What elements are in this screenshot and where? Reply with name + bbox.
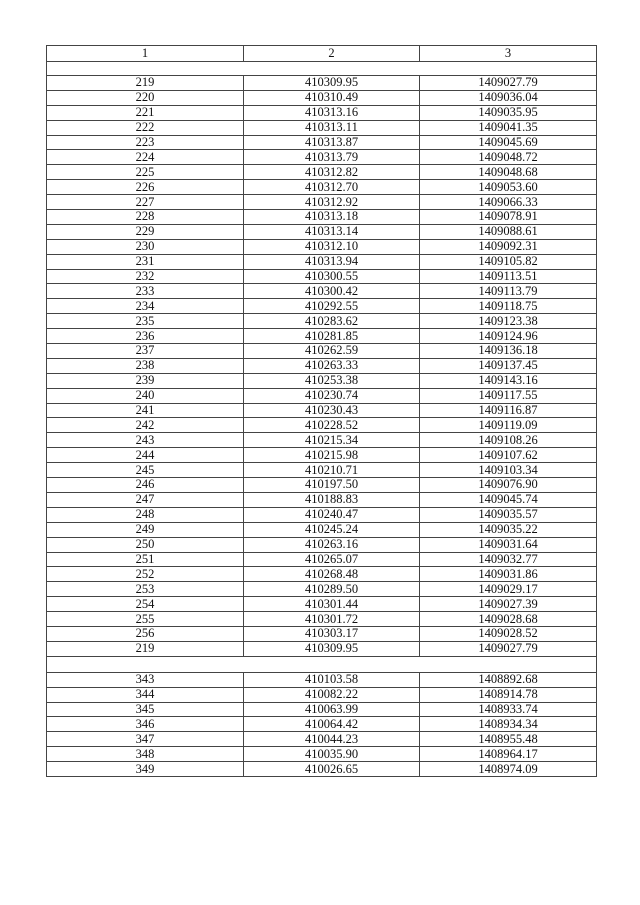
y-coordinate-cell: 1409035.22	[420, 522, 597, 537]
point-number-cell: 221	[47, 105, 244, 120]
x-coordinate-cell: 410240.47	[244, 507, 420, 522]
point-number-cell: 255	[47, 612, 244, 627]
point-number-cell: 244	[47, 448, 244, 463]
point-number-cell: 222	[47, 120, 244, 135]
table-row	[47, 388, 597, 403]
y-coordinate-cell: 1409092.31	[420, 239, 597, 254]
x-coordinate-cell: 410026.65	[244, 762, 420, 777]
y-coordinate-cell: 1409027.79	[420, 641, 597, 656]
x-coordinate-cell: 410035.90	[244, 747, 420, 762]
y-coordinate-cell: 1408933.74	[420, 702, 597, 717]
x-coordinate-cell: 410292.55	[244, 299, 420, 314]
x-coordinate-cell: 410312.82	[244, 165, 420, 180]
x-coordinate-cell: 410303.17	[244, 626, 420, 641]
point-number-cell: 239	[47, 373, 244, 388]
y-coordinate-cell: 1409113.79	[420, 284, 597, 299]
point-number-cell: 243	[47, 433, 244, 448]
x-coordinate-cell: 410309.95	[244, 641, 420, 656]
x-coordinate-cell: 410263.16	[244, 537, 420, 552]
table-row	[47, 732, 597, 747]
table-row	[47, 269, 597, 284]
table-row	[47, 344, 597, 359]
x-coordinate-cell: 410245.24	[244, 522, 420, 537]
x-coordinate-cell: 410313.79	[244, 150, 420, 165]
point-number-cell: 347	[47, 732, 244, 747]
point-number-cell: 229	[47, 224, 244, 239]
point-number-cell: 219	[47, 76, 244, 91]
table-row	[47, 90, 597, 105]
point-number-cell: 252	[47, 567, 244, 582]
y-coordinate-cell: 1409028.68	[420, 612, 597, 627]
point-number-cell: 248	[47, 507, 244, 522]
coordinates-table	[46, 45, 597, 777]
y-coordinate-cell: 1409031.86	[420, 567, 597, 582]
table-row	[47, 165, 597, 180]
x-coordinate-cell: 410265.07	[244, 552, 420, 567]
y-coordinate-cell: 1409027.79	[420, 76, 597, 91]
y-coordinate-cell: 1409066.33	[420, 195, 597, 210]
x-coordinate-cell: 410313.16	[244, 105, 420, 120]
table-row	[47, 641, 597, 656]
table-row	[47, 135, 597, 150]
point-number-cell: 253	[47, 582, 244, 597]
x-coordinate-cell: 410082.22	[244, 687, 420, 702]
y-coordinate-cell: 1409116.87	[420, 403, 597, 418]
x-coordinate-cell: 410044.23	[244, 732, 420, 747]
point-number-cell: 226	[47, 180, 244, 195]
point-number-cell: 348	[47, 747, 244, 762]
table-row	[47, 762, 597, 777]
document-page	[46, 45, 597, 777]
y-coordinate-cell: 1409027.39	[420, 597, 597, 612]
y-coordinate-cell: 1409136.18	[420, 344, 597, 359]
y-coordinate-cell: 1409048.68	[420, 165, 597, 180]
section-separator-cell	[47, 656, 597, 672]
table-row	[47, 299, 597, 314]
table-row	[47, 180, 597, 195]
x-coordinate-cell: 410300.55	[244, 269, 420, 284]
x-coordinate-cell: 410230.74	[244, 388, 420, 403]
table-row	[47, 314, 597, 329]
x-coordinate-cell: 410312.92	[244, 195, 420, 210]
point-number-cell: 230	[47, 239, 244, 254]
table-row	[47, 76, 597, 91]
point-number-cell: 246	[47, 478, 244, 493]
x-coordinate-cell: 410210.71	[244, 463, 420, 478]
point-number-cell: 236	[47, 329, 244, 344]
table-row	[47, 507, 597, 522]
table-row	[47, 105, 597, 120]
point-number-cell: 238	[47, 358, 244, 373]
table-header-row	[47, 46, 597, 62]
y-coordinate-cell: 1409119.09	[420, 418, 597, 433]
table-row	[47, 612, 597, 627]
y-coordinate-cell: 1408964.17	[420, 747, 597, 762]
y-coordinate-cell: 1408892.68	[420, 672, 597, 687]
x-coordinate-cell: 410313.11	[244, 120, 420, 135]
point-number-cell: 343	[47, 672, 244, 687]
point-number-cell: 256	[47, 626, 244, 641]
y-coordinate-cell: 1409088.61	[420, 224, 597, 239]
point-number-cell: 235	[47, 314, 244, 329]
y-coordinate-cell: 1409029.17	[420, 582, 597, 597]
table-row	[47, 717, 597, 732]
table-row	[47, 373, 597, 388]
y-coordinate-cell: 1409118.75	[420, 299, 597, 314]
table-row	[47, 150, 597, 165]
table-row	[47, 626, 597, 641]
y-coordinate-cell: 1409103.34	[420, 463, 597, 478]
table-row	[47, 492, 597, 507]
y-coordinate-cell: 1409045.74	[420, 492, 597, 507]
y-coordinate-cell: 1409078.91	[420, 210, 597, 225]
x-coordinate-cell: 410313.14	[244, 224, 420, 239]
y-coordinate-cell: 1409041.35	[420, 120, 597, 135]
point-number-cell: 223	[47, 135, 244, 150]
table-row	[47, 747, 597, 762]
point-number-cell: 250	[47, 537, 244, 552]
point-number-cell: 224	[47, 150, 244, 165]
x-coordinate-cell: 410197.50	[244, 478, 420, 493]
x-coordinate-cell: 410215.98	[244, 448, 420, 463]
y-coordinate-cell: 1409124.96	[420, 329, 597, 344]
y-coordinate-cell: 1409143.16	[420, 373, 597, 388]
y-coordinate-cell: 1408914.78	[420, 687, 597, 702]
section-separator-cell	[47, 62, 597, 76]
table-row	[47, 239, 597, 254]
table-row	[47, 552, 597, 567]
y-coordinate-cell: 1409107.62	[420, 448, 597, 463]
x-coordinate-cell: 410309.95	[244, 76, 420, 91]
point-number-cell: 251	[47, 552, 244, 567]
y-coordinate-cell: 1409105.82	[420, 254, 597, 269]
point-number-cell: 233	[47, 284, 244, 299]
x-coordinate-cell: 410263.33	[244, 358, 420, 373]
x-coordinate-cell: 410312.70	[244, 180, 420, 195]
table-row	[47, 195, 597, 210]
point-number-cell: 254	[47, 597, 244, 612]
x-coordinate-cell: 410230.43	[244, 403, 420, 418]
table-row	[47, 448, 597, 463]
point-number-cell: 228	[47, 210, 244, 225]
y-coordinate-cell: 1408974.09	[420, 762, 597, 777]
x-coordinate-cell: 410064.42	[244, 717, 420, 732]
point-number-cell: 245	[47, 463, 244, 478]
point-number-cell: 349	[47, 762, 244, 777]
x-coordinate-cell: 410313.87	[244, 135, 420, 150]
point-number-cell: 346	[47, 717, 244, 732]
table-row	[47, 478, 597, 493]
y-coordinate-cell: 1409123.38	[420, 314, 597, 329]
section-separator-row	[47, 62, 597, 76]
y-coordinate-cell: 1409053.60	[420, 180, 597, 195]
table-row	[47, 210, 597, 225]
table-row	[47, 403, 597, 418]
column-header-2: 2	[244, 46, 420, 62]
x-coordinate-cell: 410268.48	[244, 567, 420, 582]
y-coordinate-cell: 1409035.57	[420, 507, 597, 522]
y-coordinate-cell: 1409137.45	[420, 358, 597, 373]
y-coordinate-cell: 1409048.72	[420, 150, 597, 165]
table-row	[47, 433, 597, 448]
x-coordinate-cell: 410063.99	[244, 702, 420, 717]
point-number-cell: 237	[47, 344, 244, 359]
x-coordinate-cell: 410313.94	[244, 254, 420, 269]
table-row	[47, 687, 597, 702]
x-coordinate-cell: 410103.58	[244, 672, 420, 687]
table-row	[47, 329, 597, 344]
table-row	[47, 672, 597, 687]
x-coordinate-cell: 410301.72	[244, 612, 420, 627]
x-coordinate-cell: 410312.10	[244, 239, 420, 254]
point-number-cell: 249	[47, 522, 244, 537]
x-coordinate-cell: 410289.50	[244, 582, 420, 597]
y-coordinate-cell: 1409108.26	[420, 433, 597, 448]
x-coordinate-cell: 410215.34	[244, 433, 420, 448]
column-header-1: 1	[47, 46, 244, 62]
point-number-cell: 344	[47, 687, 244, 702]
table-row	[47, 224, 597, 239]
table-row	[47, 358, 597, 373]
table-row	[47, 702, 597, 717]
point-number-cell: 220	[47, 90, 244, 105]
table-row	[47, 120, 597, 135]
table-row	[47, 254, 597, 269]
column-header-3: 3	[420, 46, 597, 62]
y-coordinate-cell: 1409028.52	[420, 626, 597, 641]
point-number-cell: 219	[47, 641, 244, 656]
y-coordinate-cell: 1408934.34	[420, 717, 597, 732]
point-number-cell: 234	[47, 299, 244, 314]
x-coordinate-cell: 410310.49	[244, 90, 420, 105]
y-coordinate-cell: 1409113.51	[420, 269, 597, 284]
x-coordinate-cell: 410300.42	[244, 284, 420, 299]
point-number-cell: 247	[47, 492, 244, 507]
y-coordinate-cell: 1408955.48	[420, 732, 597, 747]
y-coordinate-cell: 1409032.77	[420, 552, 597, 567]
y-coordinate-cell: 1409035.95	[420, 105, 597, 120]
table-row	[47, 463, 597, 478]
x-coordinate-cell: 410188.83	[244, 492, 420, 507]
table-row	[47, 522, 597, 537]
y-coordinate-cell: 1409031.64	[420, 537, 597, 552]
point-number-cell: 227	[47, 195, 244, 210]
table-row	[47, 284, 597, 299]
table-row	[47, 537, 597, 552]
x-coordinate-cell: 410253.38	[244, 373, 420, 388]
point-number-cell: 232	[47, 269, 244, 284]
table-row	[47, 582, 597, 597]
x-coordinate-cell: 410283.62	[244, 314, 420, 329]
x-coordinate-cell: 410281.85	[244, 329, 420, 344]
table-row	[47, 597, 597, 612]
y-coordinate-cell: 1409045.69	[420, 135, 597, 150]
table-row	[47, 567, 597, 582]
point-number-cell: 241	[47, 403, 244, 418]
point-number-cell: 231	[47, 254, 244, 269]
point-number-cell: 345	[47, 702, 244, 717]
x-coordinate-cell: 410262.59	[244, 344, 420, 359]
table-row	[47, 418, 597, 433]
point-number-cell: 242	[47, 418, 244, 433]
x-coordinate-cell: 410313.18	[244, 210, 420, 225]
y-coordinate-cell: 1409117.55	[420, 388, 597, 403]
section-separator-row	[47, 656, 597, 672]
y-coordinate-cell: 1409076.90	[420, 478, 597, 493]
y-coordinate-cell: 1409036.04	[420, 90, 597, 105]
x-coordinate-cell: 410301.44	[244, 597, 420, 612]
point-number-cell: 225	[47, 165, 244, 180]
point-number-cell: 240	[47, 388, 244, 403]
x-coordinate-cell: 410228.52	[244, 418, 420, 433]
